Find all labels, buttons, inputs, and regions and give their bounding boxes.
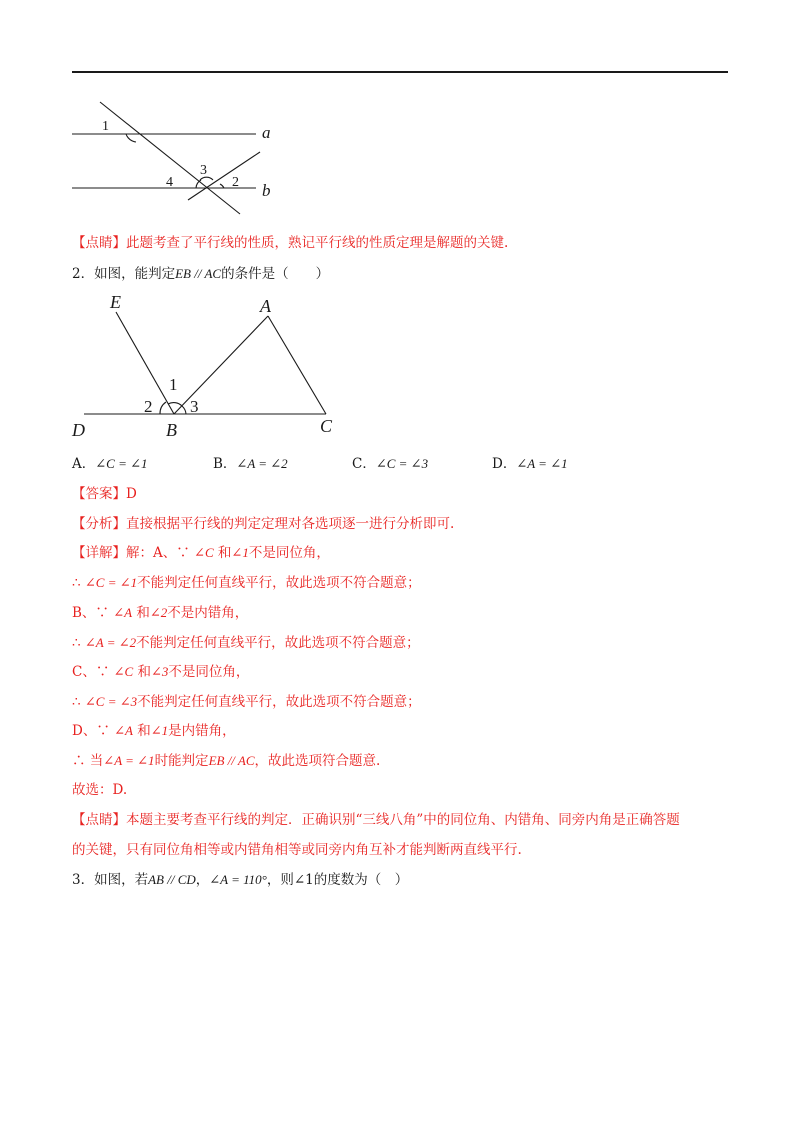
detail-line-2 (72, 573, 421, 593)
detail-2-m1: ∠C = ∠1 (84, 575, 138, 590)
q2-comment-text-1: 本题主要考查平行线的判定．正确识别“三线八角”中的同位角、内错角、同旁内角是正确答题 (126, 812, 680, 828)
detail-line-4 (72, 633, 420, 653)
label-angle-3: 3 (200, 163, 207, 178)
angle-arc-1 (126, 134, 136, 142)
label-n1: 1 (169, 375, 178, 394)
choice-line: 故选：D. (72, 782, 128, 798)
detail-5-mid: 和 (133, 664, 151, 680)
detail-7-post: 是内错角， (168, 723, 236, 739)
detail-6-m1: ∠C = ∠3 (84, 694, 138, 709)
detail-3-mid: 和 (132, 605, 150, 621)
q2-stem-prefix: 2．如图，能判定 (72, 266, 176, 282)
detail-5-post: 不是同位角， (168, 664, 250, 680)
angle-arc-4 (196, 180, 201, 188)
detail-6-post: 不能判定任何直线平行，故此选项不符合题意； (137, 694, 421, 710)
detail-8-m2: EB // AC (208, 753, 255, 768)
detail-5-m2: ∠3 (151, 664, 169, 679)
detail-3-post: 不是内错角， (167, 605, 249, 621)
detail-8-pre: ∴ 当 (72, 753, 104, 769)
option-a-letter: A． (72, 456, 96, 472)
detail-4-m1: ∠A = ∠2 (84, 635, 137, 650)
label-B: B (166, 420, 177, 440)
analysis-text: 直接根据平行线的判定定理对各选项逐一进行分析即可. (126, 516, 455, 532)
q2-stem-math: EB // AC (175, 266, 222, 281)
q3-m2: ∠A = 110° (209, 872, 267, 887)
detail-3-m2: ∠2 (149, 605, 168, 620)
label-n2: 2 (144, 397, 153, 416)
detail-line-7 (72, 721, 236, 741)
transversal-1 (100, 102, 240, 214)
q1-comment (72, 233, 508, 253)
option-c-letter: C． (352, 456, 376, 472)
comment-tag: 【点睛】 (72, 235, 126, 251)
option-a[interactable] (72, 452, 147, 472)
label-angle-2: 2 (232, 175, 239, 190)
detail-7-pre: D、∵ (72, 723, 115, 739)
detail-1-post: 不是同位角， (248, 545, 330, 561)
q3-m1: AB // CD (148, 872, 196, 887)
detail-line-8 (72, 751, 380, 771)
detail-6-pre: ∴ (72, 694, 85, 710)
detail-7-m2: ∠1 (150, 723, 169, 738)
detail-5-pre: C、∵ (72, 664, 114, 680)
detail-3-pre: B、∵ (72, 605, 114, 621)
detail-2-pre: ∴ (72, 575, 85, 591)
q2-comment-line-1 (72, 810, 680, 830)
detail-3-m1: ∠A (113, 605, 133, 620)
detail-7-mid: 和 (132, 723, 151, 739)
option-d-math: ∠A = ∠1 (516, 456, 568, 471)
option-b[interactable] (213, 452, 288, 472)
option-c[interactable] (352, 452, 428, 472)
detail-5-m1: ∠C (113, 664, 134, 679)
segment-ba (174, 316, 268, 414)
detail-8-mid: 时能判定 (154, 753, 209, 769)
detail-1-mid: 和 (213, 545, 232, 561)
detail-1-m2: ∠1 (231, 545, 249, 560)
header-rule (72, 71, 728, 73)
q3-mid: ， (195, 872, 210, 888)
angle-arc-b-2 (160, 402, 166, 414)
comment-text: 此题考查了平行线的性质，熟记平行线的性质定理是解题的关键. (126, 235, 509, 251)
detail-7-m1: ∠A (114, 723, 133, 738)
angle-arc-b-3 (182, 406, 186, 414)
label-D: D (72, 420, 85, 440)
label-C: C (320, 416, 333, 436)
analysis-line (72, 514, 454, 534)
q2-comment-tag: 【点睛】 (72, 812, 126, 828)
detail-4-pre: ∴ (72, 635, 85, 651)
q2-comment-line-2: 的关键，只有同位角相等或内错角相等或同旁内角互补才能判断两直线平行. (72, 842, 522, 858)
detail-line-3 (72, 603, 248, 623)
option-b-letter: B． (213, 456, 237, 472)
answer-line (72, 484, 137, 504)
detail-2-post: 不能判定任何直线平行，故此选项不符合题意； (137, 575, 421, 591)
detail-8-post: ，故此选项符合题意. (254, 753, 381, 769)
answer-text: D (126, 486, 137, 502)
q2-stem (72, 264, 329, 284)
option-c-math: ∠C = ∠3 (375, 456, 429, 471)
figure-parallel-lines (60, 90, 300, 220)
q3-post: ，则∠1的度数为（ ） (266, 872, 409, 888)
detail-tag: 【详解】 (72, 545, 126, 561)
option-b-math: ∠A = ∠2 (236, 456, 288, 471)
option-d-letter: D． (492, 456, 517, 472)
detail-line-1 (72, 543, 330, 563)
label-line-a: a (262, 123, 271, 142)
detail-1-m1: ∠C (194, 545, 214, 560)
angle-arc-2 (220, 184, 224, 188)
option-a-math: ∠C = ∠1 (95, 456, 148, 471)
angle-arc-b-1 (168, 403, 182, 406)
label-A: A (260, 296, 271, 316)
figure-triangle (64, 290, 354, 440)
transversal-2 (188, 152, 260, 200)
analysis-tag: 【分析】 (72, 516, 126, 532)
label-E: E (110, 292, 121, 312)
answer-tag: 【答案】 (72, 486, 126, 502)
option-d[interactable] (492, 452, 568, 472)
q3-stem (72, 870, 408, 890)
label-line-b: b (262, 181, 271, 200)
q3-pre: 3．如图，若 (72, 872, 149, 888)
label-angle-1: 1 (102, 119, 109, 134)
detail-line-5 (72, 662, 249, 682)
detail-8-m1: ∠A = ∠1 (103, 753, 155, 768)
q2-stem-suffix: 的条件是（ ） (221, 266, 330, 282)
label-angle-4: 4 (166, 175, 173, 190)
segment-ac (268, 316, 326, 414)
detail-1-pre: 解：A、∵ (126, 545, 195, 561)
detail-4-post: 不能判定任何直线平行，故此选项不符合题意； (136, 635, 420, 651)
detail-line-6 (72, 692, 421, 712)
label-n3: 3 (190, 397, 199, 416)
